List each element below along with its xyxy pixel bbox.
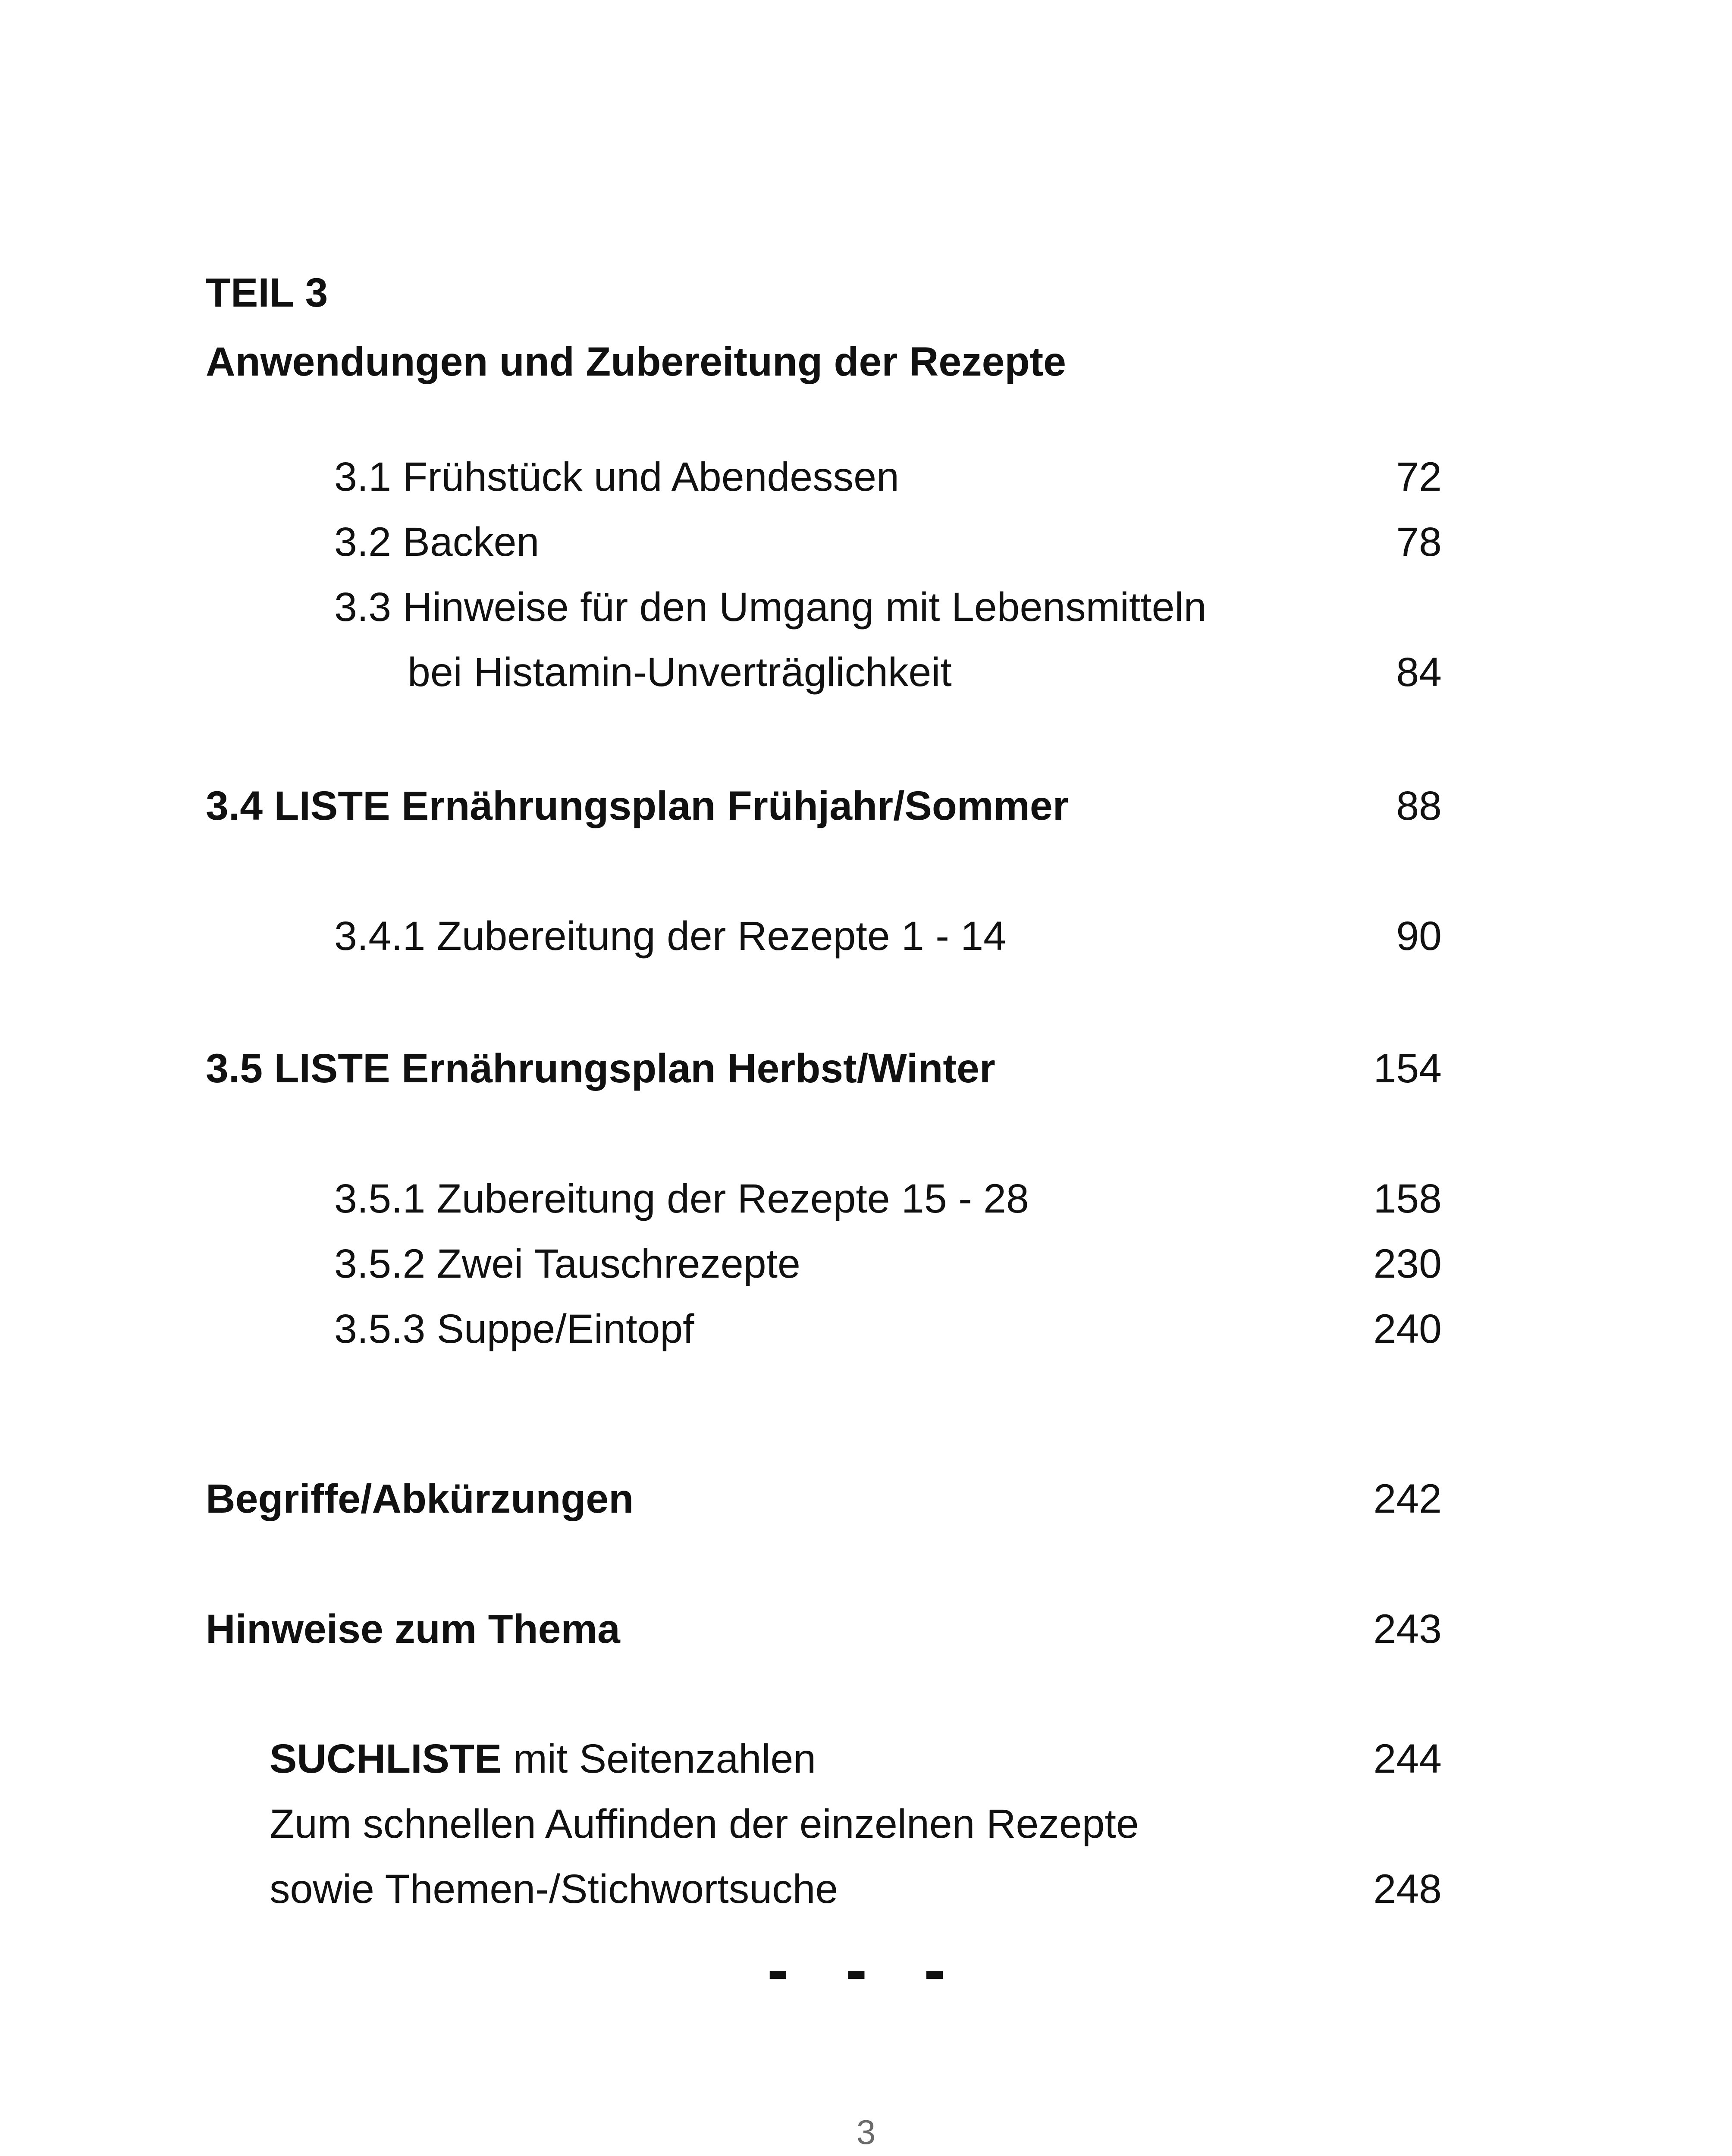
toc-entry-3-2[interactable]: 3.2 Backen — [334, 519, 540, 565]
toc-entry-3-5-3[interactable]: 3.5.3 Suppe/Eintopf — [334, 1306, 694, 1352]
toc-entry-3-4-1[interactable]: 3.4.1 Zubereitung der Rezepte 1 - 14 — [334, 913, 1006, 959]
toc-entry-3-5-1[interactable]: 3.5.1 Zubereitung der Rezepte 15 - 28 — [334, 1176, 1029, 1222]
toc-page-begriffe: 242 — [1373, 1476, 1442, 1522]
suchliste-bold-label: SUCHLISTE — [270, 1736, 502, 1782]
toc-page-3-5-3: 240 — [1373, 1306, 1442, 1352]
toc-page-3-5-2: 230 — [1373, 1241, 1442, 1287]
toc-page-3-1: 72 — [1396, 454, 1442, 500]
part-label: TEIL 3 — [206, 270, 328, 316]
toc-page-stichwortsuche: 248 — [1373, 1866, 1442, 1912]
toc-page-3-5-1: 158 — [1373, 1176, 1442, 1222]
toc-page-3-4: 88 — [1396, 783, 1442, 829]
toc-entry-3-3-continued[interactable]: bei Histamin-Unverträglichkeit — [408, 649, 952, 695]
page-number: 3 — [856, 2113, 876, 2151]
toc-page-hinweise: 243 — [1373, 1606, 1442, 1652]
toc-entry-begriffe[interactable]: Begriffe/Abkürzungen — [206, 1476, 634, 1522]
toc-page-3-3: 84 — [1396, 649, 1442, 695]
toc-entry-suchliste-desc: Zum schnellen Auffinden der einzelnen Rezepte — [270, 1801, 1139, 1847]
toc-page-suchliste: 244 — [1373, 1736, 1442, 1782]
toc-entry-3-3[interactable]: 3.3 Hinweise für den Umgang mit Lebensmitteln — [334, 584, 1207, 630]
toc-entry-3-5-2[interactable]: 3.5.2 Zwei Tauschrezepte — [334, 1241, 800, 1287]
toc-entry-3-4[interactable]: 3.4 LISTE Ernährungsplan Frühjahr/Sommer — [206, 783, 1069, 829]
toc-entry-stichwortsuche[interactable]: sowie Themen-/Stichwortsuche — [270, 1866, 838, 1912]
part-title: Anwendungen und Zubereitung der Rezepte — [206, 339, 1066, 385]
toc-page-3-2: 78 — [1396, 519, 1442, 565]
toc-page-3-5: 154 — [1373, 1046, 1442, 1091]
suchliste-rest-label: mit Seitenzahlen — [502, 1736, 816, 1782]
section-separator: - - - — [767, 1933, 965, 2006]
toc-page-3-4-1: 90 — [1396, 913, 1442, 959]
toc-entry-3-5[interactable]: 3.5 LISTE Ernährungsplan Herbst/Winter — [206, 1046, 995, 1091]
toc-entry-hinweise[interactable]: Hinweise zum Thema — [206, 1606, 620, 1652]
toc-entry-suchliste[interactable] — [270, 1736, 816, 1782]
toc-entry-3-1[interactable]: 3.1 Frühstück und Abendessen — [334, 454, 899, 500]
